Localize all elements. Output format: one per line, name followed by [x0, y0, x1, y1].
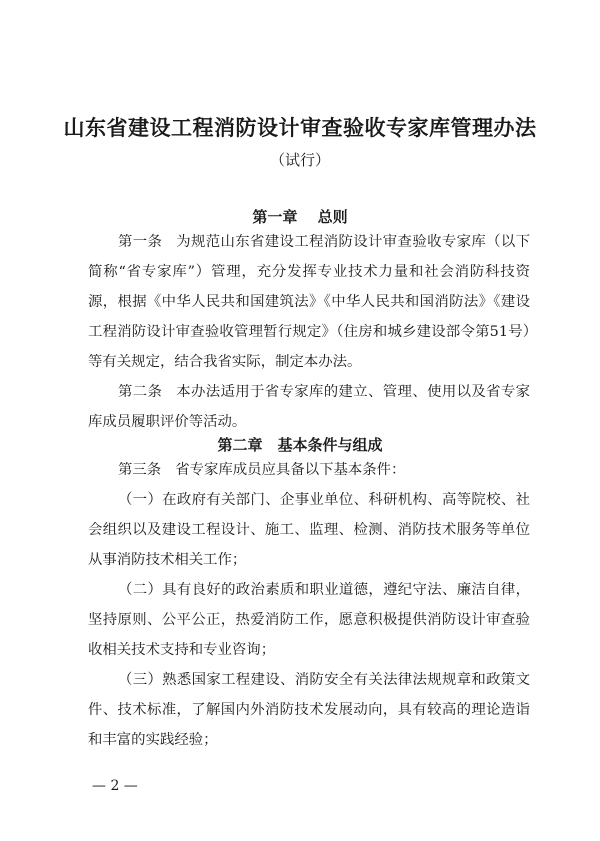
condition-item-1: （一）在政府有关部门、企事业单位、科研机构、高等院校、社会组织以及建设工程设计、施工、监理、检测、消防技术服务等单位从事消防技术相关工作；	[88, 492, 530, 568]
article-2-label: 第二条	[118, 384, 163, 400]
article-3-label: 第三条	[118, 462, 162, 478]
article-1-label: 第一条	[118, 234, 163, 250]
article-1-text: 为规范山东省建设工程消防设计审查验收专家库（以下简称“省专家库”）管理，充分发挥专业技术力量和社会消防科技资源，根据《中华人民共和国建筑法》《中华人民共和国消防法》《建设工程消防设计审查验收管理暂行规定》（住房和城乡建设部令第51号）等有关规定，结合我省实际，制定本办法。	[88, 234, 530, 370]
document-subtitle: （试行）	[269, 151, 330, 169]
article-1	[88, 227, 530, 377]
article-2-text: 本办法适用于省专家库的建立、管理、使用以及省专家库成员履职评价等活动。	[88, 384, 530, 430]
article-3	[88, 455, 530, 485]
chapter-2-heading: 第二章 基本条件与组成	[217, 436, 383, 454]
condition-item-2: （二）具有良好的政治素质和职业道德，遵纪守法、廉洁自律，坚持原则、公平公正，热爱消防工作，愿意积极提供消防设计审查验收相关技术支持和专业咨询；	[88, 582, 530, 658]
page-number: — 2 —	[92, 778, 138, 794]
document-title: 山东省建设工程消防设计审查验收专家库管理办法	[63, 115, 537, 140]
article-3-text: 省专家库成员应具备以下基本条件：	[175, 462, 406, 478]
article-2	[88, 377, 530, 437]
chapter-1-heading: 第一章 总则	[252, 208, 348, 226]
condition-item-3: （三）熟悉国家工程建设、消防安全有关法律法规规章和政策文件、技术标准，了解国内外消防技术发展动向，具有较高的理论造诣和丰富的实践经验；	[88, 672, 530, 748]
